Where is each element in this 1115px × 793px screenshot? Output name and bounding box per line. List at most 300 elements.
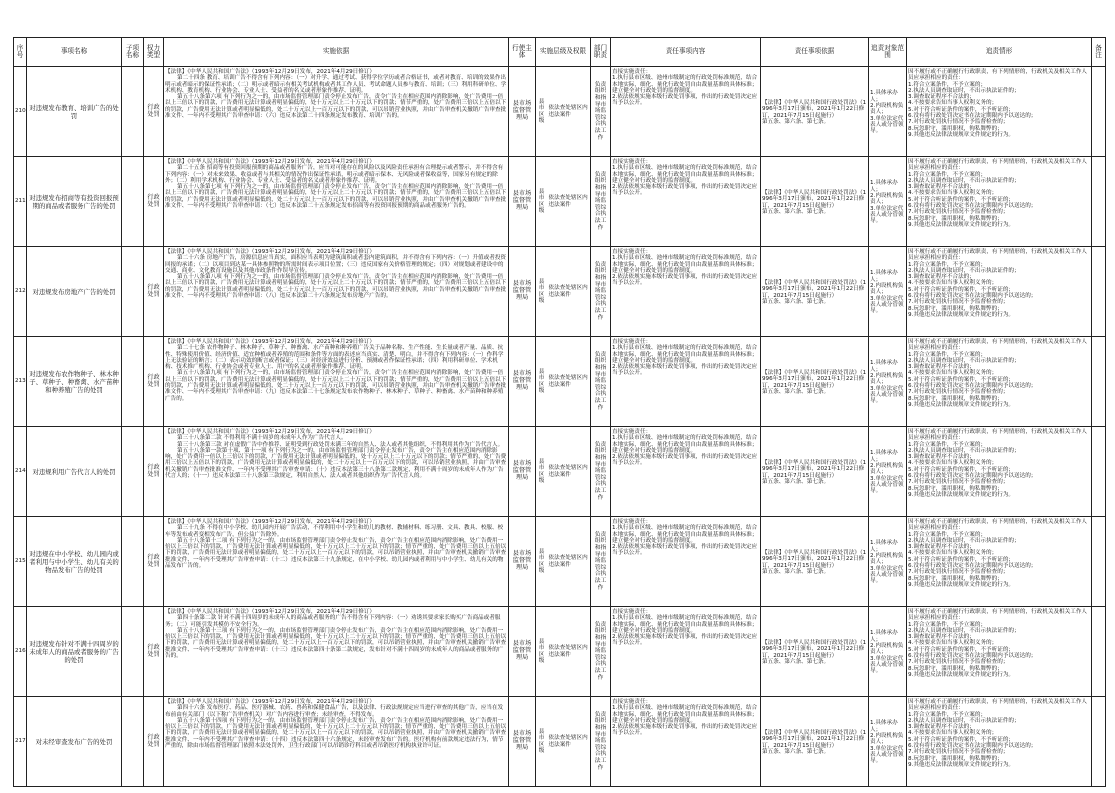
situation-cell xyxy=(907,157,1092,247)
basis-paragraph: 第五十八条第九项 有下列行为之一的，由市场监督管理部门责令停止发布广告，责令广告主在相应范围内消除影响，处广告费用一倍以上三倍以下的罚款，广告费用无法计算或者明显偏低的，处十万元以上二十万元以下的罚款；情节严重的，处广告费用三倍以上五倍以下的罚款，广告费用无法计算或者明显偏低的，处二十万元以上一百万元以下的罚款，可以吊销营业执照，并由广告审查机关撤销广告审查批准文件、一年内不受理其广告审查申请：（九）违反本法第二十七条规定发布农作物种子、林木种子、草种子、种畜禽、水产苗种和种养殖广告的。 xyxy=(165,370,507,402)
row-number: 213 xyxy=(14,337,27,427)
authority-label: 依法查处辖区内违法案件 xyxy=(548,645,588,658)
scope-cell-line: 1.具体承办人； xyxy=(870,630,898,643)
remark-cell xyxy=(1092,247,1106,337)
duty-basis-cell xyxy=(761,427,869,517)
situation-cell-line: 1.符合立案条件，不予立案的； xyxy=(908,351,987,358)
table-row xyxy=(14,517,1106,607)
situation-cell-line: 因不履行或不正确履行行政职责，有下列情形的，行政机关及相关工作人员应承担相应的责任： xyxy=(908,249,1088,262)
table-row xyxy=(14,427,1106,517)
duty-basis-cell-line: 第五条、第六条、第七条。 xyxy=(762,298,830,305)
duty-cell xyxy=(611,247,761,337)
situation-cell xyxy=(907,427,1092,517)
power-type: 行政处罚 xyxy=(144,517,164,607)
situation-cell-line: 6.没有将行政处罚决定书在法定期限内予以送达的； xyxy=(908,473,1037,480)
duty-cell-line: 直接实施责任： xyxy=(612,69,652,75)
subject-cell: 县市场监督管理局 xyxy=(509,607,536,697)
power-type: 行政处罚 xyxy=(144,67,164,157)
scope-cell xyxy=(869,337,907,427)
row-number: 210 xyxy=(14,67,27,157)
duty-cell-line: 1.执行县市区级、池州市级制定的行政处罚标准规范，结合本地实际，细化、量化行政处罚自由裁量基准的具体标准；建立健全对行政处罚的监督制度。 xyxy=(612,525,758,544)
subject-cell: 县市场监督管理局 xyxy=(509,427,536,517)
basis-paragraph: 第五十八条第八项 有下列行为之一的，由市场监督管理部门责令停止发布广告，责令广告主在相应范围内消除影响，处广告费用一倍以上三倍以下的罚款，广告费用无法计算或者明显偏低的，处十万元以上二十万元以下的罚款；情节严重的，处广告费用三倍以上五倍以下的罚款，广告费用无法计算或者明显偏低的，处二十万元以上一百万元以下的罚款，可以吊销营业执照，并由广告审查机关撤销广告审查批准文件、一年内不受理其广告审查申请：（八）违反本法第二十六条规定发布房地产广告的。 xyxy=(165,274,507,300)
item-name: 对违规利用广告代言人的处罚 xyxy=(27,427,122,517)
basis-paragraph: 【法律】《中华人民共和国广告法》（1993年12月29日发布，2021年4月29日修订） xyxy=(165,339,376,345)
duty-cell-line: 2.依法依规实施本级行政处罚事项，作出的行政处罚决定应当予以公开。 xyxy=(612,274,758,287)
situation-cell-line: 5.对于符合听证条件的案件，不予听证的； xyxy=(908,556,1015,563)
remark-cell xyxy=(1092,337,1106,427)
situation-cell-line: 6.没有将行政处罚决定书在法定期限内予以送达的； xyxy=(908,113,1037,120)
basis-paragraph: 第二十四条 教育、培训广告不得含有下列内容：（一）对升学、通过考试、获得学位学历或者合格证书，或者对教育、培训的效果作出明示或者暗示的保证性承诺；（二）明示或者暗示有相关考试机构或者其工作人员、考试命题人员参与教育、培训；（三）利用科研单位、学术机构、教育机构、行业协会、专业人士、受益者的名义或者形象作推荐、证明。 xyxy=(165,75,507,94)
situation-cell-line: 5.对于符合听证条件的案件，不予听证的； xyxy=(908,106,1015,113)
situation-cell-line: 5.对于符合听证条件的案件，不予听证的； xyxy=(908,466,1015,473)
table-row xyxy=(14,157,1106,247)
basis-paragraph: 第五十八条第七项 有下列行为之一的，由市场监督管理部门责令停止发布广告，责令广告主在相应范围内消除影响，处广告费用一倍以上三倍以下的罚款，广告费用无法计算或者明显偏低的，处十万元以上二十万元以下的罚款；情节严重的，处广告费用三倍以上五倍以下的罚款，广告费用无法计算或者明显偏低的，处二十万元以上一百万元以下的罚款，可以吊销营业执照，并由广告审查机关撤销广告审查批准文件、一年内不受理其广告审查申请：（七）违反本法第二十五条规定发布招商等有投资回报预期的商品或者服务广告的。 xyxy=(165,184,507,210)
duty-cell-line: 2.依法依规实施本级行政处罚事项，作出的行政处罚决定应当予以公开。 xyxy=(612,724,758,737)
situation-cell-line: 因不履行或不正确履行行政职责，有下列情形的，行政机关及相关工作人员应承担相应的责任： xyxy=(908,699,1088,712)
power-type: 行政处罚 xyxy=(144,697,164,787)
scope-cell xyxy=(869,157,907,247)
duty-basis-cell-line: 第五条、第六条、第七条。 xyxy=(762,658,830,665)
duty-basis-cell-line: 第五条、第六条、第七条。 xyxy=(762,568,830,575)
level-cell xyxy=(536,157,591,247)
duty-basis-cell-line: 【法律】《中华人民共和国行政处罚法》（1996年3月17日颁布，2021年1月22日修订，2021年7月15日起施行） xyxy=(762,729,867,749)
header-no: 序号 xyxy=(14,38,27,67)
scope-cell xyxy=(869,427,907,517)
dept-cell: 负责组织和指导市场监管综合执法工作 xyxy=(591,337,611,427)
situation-cell-line: 3.调查取证程序不合法的； xyxy=(908,184,975,191)
duty-cell-line: 2.依法依规实施本级行政处罚事项，作出的行政处罚决定应当予以公开。 xyxy=(612,544,758,557)
situation-cell-line: 4.不按要求告知当事人权利义务的； xyxy=(908,100,998,107)
table-row xyxy=(14,607,1106,697)
level-cell xyxy=(536,697,591,787)
situation-cell-line: 9.其他违反法律法规规章文件规定的行为。 xyxy=(908,491,1015,498)
basis-paragraph: 第五十八条第十二项 有下列行为之一的，由市场监督管理部门责令停止发布广告，责令广告主在相应范围内消除影响，处广告费用一倍以上三倍以下的罚款，广告费用无法计算或者明显偏低的，处十万元以上二十万元以下的罚款；情节严重的，处广告费用三倍以上五倍以下的罚款，广告费用无法计算或者明显偏低的，处二十万元以上一百万元以下的罚款，可以吊销营业执照，并由广告审查机关撤销广告审查批准文件、一年内不受理其广告审查申请：（十二）违反本法第三十九条规定，在中小学校、幼儿园内或者利用与中小学生、幼儿有关的物品发布广告的。 xyxy=(165,537,507,570)
situation-cell-line: 2.执法人员调查取证时，不出示执法证件的； xyxy=(908,447,1020,454)
row-number: 217 xyxy=(14,697,27,787)
basis-paragraph: 第三十八条第二款 不得利用不满十周岁的未成年人作为广告代言人。 xyxy=(177,435,347,442)
scope-cell xyxy=(869,67,907,157)
situation-cell-line: 7.对行政处罚执行情况不予监督检查的； xyxy=(908,119,1009,126)
duty-basis-cell-line: 第五条、第六条、第七条。 xyxy=(762,388,830,395)
basis-cell xyxy=(164,607,509,697)
subject-cell: 县市场监督管理局 xyxy=(509,67,536,157)
situation-cell-line: 1.符合立案条件，不予立案的； xyxy=(908,531,987,538)
table-row xyxy=(14,697,1106,787)
duty-basis-cell xyxy=(761,607,869,697)
subject-cell: 县市场监督管理局 xyxy=(509,517,536,607)
duty-basis-cell-line: 【法律】《中华人民共和国行政处罚法》（1996年3月17日颁布，2021年1月22日修订，2021年7月15日起施行） xyxy=(762,459,867,479)
sub-item-name xyxy=(122,157,144,247)
duty-basis-cell xyxy=(761,157,869,247)
subject-cell: 县市场监督管理局 xyxy=(509,697,536,787)
table-row xyxy=(14,67,1106,157)
situation-cell-line: 2.执法人员调查取证时，不出示执法证件的； xyxy=(908,717,1020,724)
situation-cell-line: 7.对行政处罚执行情况不予监督检查的； xyxy=(908,569,1009,576)
duty-basis-cell-line: 【法律】《中华人民共和国行政处罚法》（1996年3月17日颁布，2021年1月22日修订，2021年7月15日起施行） xyxy=(762,189,867,209)
authority-label: 依法查处辖区内违法案件 xyxy=(548,105,588,118)
situation-cell-line: 2.执法人员调查取证时，不出示执法证件的； xyxy=(908,627,1020,634)
level-label: 县市区级 xyxy=(538,548,545,574)
duty-cell-line: 直接实施责任： xyxy=(612,699,652,705)
situation-cell-line: 5.对于符合听证条件的案件，不予听证的； xyxy=(908,196,1015,203)
authority-label: 依法查处辖区内违法案件 xyxy=(548,195,588,208)
situation-cell-line: 6.没有将行政处罚决定书在法定期限内予以送达的； xyxy=(908,743,1037,750)
duty-basis-cell-line: 第五条、第六条、第七条。 xyxy=(762,478,830,485)
situation-cell-line: 2.执法人员调查取证时，不出示执法证件的； xyxy=(908,87,1020,94)
item-name: 对违规发布针对不满十四周岁的未成年人的商品或者服务的广告的处罚 xyxy=(27,607,122,697)
situation-cell-line: 9.其他违反法律法规规章文件规定的行为。 xyxy=(908,131,1015,138)
situation-cell-line: 9.其他违反法律法规规章文件规定的行为。 xyxy=(908,311,1015,318)
duty-basis-cell-line: 【法律】《中华人民共和国行政处罚法》（1996年3月17日颁布，2021年1月22日修订，2021年7月15日起施行） xyxy=(762,99,867,119)
duty-cell-line: 2.依法依规实施本级行政处罚事项，作出的行政处罚决定应当予以公开。 xyxy=(612,634,758,647)
level-cell xyxy=(536,247,591,337)
situation-cell xyxy=(907,67,1092,157)
dept-cell: 负责组织和指导市场监管综合执法工作 xyxy=(591,247,611,337)
duty-cell-line: 1.执行县市区级、池州市级制定的行政处罚标准规范，结合本地实际，细化、量化行政处罚自由裁量基准的具体标准；建立健全对行政处罚的监督制度。 xyxy=(612,255,758,274)
item-name: 对违规发布招商等有投资回报预期的商品或者服务广告的处罚 xyxy=(27,157,122,247)
duty-cell xyxy=(611,427,761,517)
situation-cell-line: 1.符合立案条件，不予立案的； xyxy=(908,81,987,88)
level-label: 县市区级 xyxy=(538,728,545,754)
table-body xyxy=(14,67,1106,787)
situation-cell-line: 8.玩忽职守，滥用职权，徇私舞弊的； xyxy=(908,485,1003,492)
row-number: 212 xyxy=(14,247,27,337)
situation-cell-line: 3.调查取证程序不合法的； xyxy=(908,634,975,641)
scope-cell-line: 3.单位法定代表人或分管领导。 xyxy=(870,385,904,405)
duty-basis-cell-line: 第五条、第六条、第七条。 xyxy=(762,118,830,125)
scope-cell-line: 3.单位法定代表人或分管领导。 xyxy=(870,565,904,585)
sub-item-name xyxy=(122,517,144,607)
situation-cell-line: 2.执法人员调查取证时，不出示执法证件的； xyxy=(908,357,1020,364)
remark-cell xyxy=(1092,697,1106,787)
basis-paragraph: 第四十条第二款 针对不满十四周岁的未成年人的商品或者服务的广告不得含有下列内容：（一）劝诱其要求家长购买广告商品或者服务；（二）可能引发其模仿不安全行为。 xyxy=(165,615,501,628)
situation-cell-line: 3.调查取证程序不合法的； xyxy=(908,274,975,281)
subject-cell: 县市场监督管理局 xyxy=(509,337,536,427)
duty-cell-line: 2.依法依规实施本级行政处罚事项，作出的行政处罚决定应当予以公开。 xyxy=(612,184,758,197)
basis-paragraph: 第二十七条 农作物种子、林木种子、草种子、种畜禽、水产苗种和种养殖广告关于品种名称、生产性能、生长量或者产量、品质、抗性、特殊使用价值、经济价值、适宜种植或者养殖的范围和条件等方面的表述应当真实、清楚、明白，并不得含有下列内容：（一）作科学上无法验证的断言；（二）表示功效的断言或者保证；（三）对经济效益进行分析、预测或者作保证性承诺；（四）利用科研单位、学术机构、技术推广机构、行业协会或者专业人士、用户的名义或者形象作推荐、证明。 xyxy=(165,345,504,371)
scope-cell-line: 3.单位法定代表人或分管领导。 xyxy=(870,655,904,675)
duty-basis-cell-line: 第五条、第六条、第七条。 xyxy=(762,208,830,215)
basis-cell xyxy=(164,697,509,787)
situation-cell-line: 因不履行或不正确履行行政职责，有下列情形的，行政机关及相关工作人员应承担相应的责任： xyxy=(908,519,1088,532)
situation-cell-line: 因不履行或不正确履行行政职责，有下列情形的，行政机关及相关工作人员应承担相应的责任： xyxy=(908,339,1088,352)
basis-paragraph: 【法律】《中华人民共和国广告法》（1993年12月29日发布，2021年4月29日修订） xyxy=(165,519,376,525)
situation-cell-line: 5.对于符合听证条件的案件，不予听证的； xyxy=(908,646,1015,653)
item-name: 对违规发布教育、培训广告的处罚 xyxy=(27,67,122,157)
situation-cell-line: 3.调查取证程序不合法的； xyxy=(908,94,975,101)
sub-item-name xyxy=(122,67,144,157)
header-item-name: 事项名称 xyxy=(27,38,122,67)
situation-cell-line: 9.其他违反法律法规规章文件规定的行为。 xyxy=(908,221,1015,228)
basis-paragraph: 第三十九条 不得在中小学校、幼儿园内开展广告活动，不得利用中小学生和幼儿的教材、教辅材料、练习册、文具、教具、校服、校车等发布或者变相发布广告，但公益广告除外。 xyxy=(165,525,504,538)
header-dept: 部门职责 xyxy=(591,38,611,67)
authority-label: 依法查处辖区内违法案件 xyxy=(548,465,588,478)
level-cell xyxy=(536,337,591,427)
situation-cell-line: 3.调查取证程序不合法的； xyxy=(908,724,975,731)
level-label: 县市区级 xyxy=(538,188,545,214)
situation-cell-line: 3.调查取证程序不合法的； xyxy=(908,544,975,551)
situation-cell-line: 4.不按要求告知当事人权利义务的； xyxy=(908,190,998,197)
dept-cell: 负责组织和指导市场监管综合执法工作 xyxy=(591,607,611,697)
scope-cell-line: 1.具体承办人； xyxy=(870,720,898,733)
header-duty-basis: 责任事项依据 xyxy=(761,38,869,67)
level-label: 县市区级 xyxy=(538,368,545,394)
basis-cell xyxy=(164,517,509,607)
situation-cell-line: 8.玩忽职守，滥用职权，徇私舞弊的； xyxy=(908,395,1003,402)
item-name: 对未经审查发布广告的处罚 xyxy=(27,697,122,787)
scope-cell-line: 1.具体承办人； xyxy=(870,180,898,193)
situation-cell-line: 1.符合立案条件，不予立案的； xyxy=(908,261,987,268)
situation-cell-line: 因不履行或不正确履行行政职责，有下列情形的，行政机关及相关工作人员应承担相应的责任： xyxy=(908,159,1088,172)
header-duty: 责任事项内容 xyxy=(611,38,761,67)
scope-cell-line: 1.具体承办人； xyxy=(870,270,898,283)
duty-cell xyxy=(611,67,761,157)
table-row xyxy=(14,247,1106,337)
situation-cell-line: 因不履行或不正确履行行政职责，有下列情形的，行政机关及相关工作人员应承担相应的责任： xyxy=(908,69,1088,82)
sub-item-name xyxy=(122,607,144,697)
duty-cell-line: 1.执行县市区级、池州市级制定的行政处罚标准规范，结合本地实际，细化、量化行政处罚自由裁量基准的具体标准；建立健全对行政处罚的监督制度。 xyxy=(612,615,758,634)
basis-paragraph: 【法律】《中华人民共和国广告法》（1993年12月29日发布，2021年4月29日修订） xyxy=(165,159,376,165)
situation-cell-line: 6.没有将行政处罚决定书在法定期限内予以送达的； xyxy=(908,563,1037,570)
sub-item-name xyxy=(122,427,144,517)
item-name: 对违规发布农作物种子、林木种子、草种子、种畜禽、水产苗种和种养殖广告的处罚 xyxy=(27,337,122,427)
duty-cell-line: 直接实施责任： xyxy=(612,429,652,435)
remark-cell xyxy=(1092,607,1106,697)
header-row xyxy=(14,38,1106,67)
basis-paragraph: 第五十八条第六项 有下列行为之一的，由市场监督管理部门责令停止发布广告，责令广告主在相应范围内消除影响，处广告费用一倍以上三倍以下的罚款，广告费用无法计算或者明显偏低的，处十万元以上二十万元以下的罚款；情节严重的，处广告费用三倍以上五倍以下的罚款，广告费用无法计算或者明显偏低的，处二十万元以上一百万元以下的罚款，可以吊销营业执照，并由广告审查机关撤销广告审查批准文件、一年内不受理其广告审查申请：（六）违反本法第二十四条规定发布教育、培训广告的。 xyxy=(165,94,507,120)
header-basis: 实施依据 xyxy=(164,38,509,67)
situation-cell-line: 9.其他违反法律法规规章文件规定的行为。 xyxy=(908,671,1015,678)
duty-cell-line: 2.依法依规实施本级行政处罚事项，作出的行政处罚决定应当予以公开。 xyxy=(612,454,758,467)
row-number: 211 xyxy=(14,157,27,247)
situation-cell-line: 7.对行政处罚执行情况不予监督检查的； xyxy=(908,389,1009,396)
duty-basis-cell-line: 第五条、第六条、第七条。 xyxy=(762,748,830,755)
basis-paragraph: 第五十八条第一款第十项、第十一项 有下列行为之一的，由市场监督管理部门责令停止发布广告，责令广告主在相应范围内消除影响，处广告费用一倍以上三倍以下的罚款，广告费用无法计算或者明显偏低的，处十万元以上二十万元以下的罚款；情节严重的，处广告费用三倍以上五倍以下的罚款，广告费用无法计算或者明显偏低的，处二十万元以上一百万元以下的罚款，可以吊销营业执照，并由广告审查机关撤销广告审查批准文件、一年内不受理其广告审查申请：（十）违反本法第三十八条第二款规定，利用不满十周岁的未成年人作为广告代言人的；（十一）违反本法第三十八条第三款规定，利用自然人、法人或者其他组织作为广告代言人的。 xyxy=(165,447,507,480)
situation-cell-line: 6.没有将行政处罚决定书在法定期限内予以送达的； xyxy=(908,293,1037,300)
scope-cell xyxy=(869,247,907,337)
duty-cell-line: 直接实施责任： xyxy=(612,159,652,165)
basis-paragraph: 第五十八条第十四项 有下列行为之一的，由市场监督管理部门责令停止发布广告，责令广告主在相应范围内消除影响，处广告费用一倍以上三倍以下的罚款，广告费用无法计算或者明显偏低的，处十万元以上二十万元以下的罚款；情节严重的，处广告费用三倍以上五倍以下的罚款，广告费用无法计算或者明显偏低的，处二十万元以上一百万元以下的罚款，可以吊销营业执照，并由广告审查机关撤销广告审查批准文件、一年内不受理其广告审查申请：（十四）违反本法第四十六条规定，未经审查发布广告的。医疗机构有前款规定违法行为，情节严重的，除由市场监督管理部门依照本法处罚外，卫生行政部门可以吊销诊疗科目或者吊销医疗机构执业许可证。 xyxy=(165,717,507,750)
sub-item-name xyxy=(122,697,144,787)
power-type: 行政处罚 xyxy=(144,607,164,697)
basis-cell xyxy=(164,337,509,427)
basis-paragraph: 第三十八条第三款 对在虚假广告中作推荐、证明受到行政处罚未满三年的自然人、法人或者其他组织，不得利用其作为广告代言人。 xyxy=(177,441,504,448)
dept-cell: 负责组织和指导市场监管综合执法工作 xyxy=(591,67,611,157)
level-cell xyxy=(536,607,591,697)
level-label: 县市区级 xyxy=(538,278,545,304)
header-situation: 追责情形 xyxy=(907,38,1092,67)
power-type: 行政处罚 xyxy=(144,157,164,247)
situation-cell-line: 7.对行政处罚执行情况不予监督检查的； xyxy=(908,479,1009,486)
basis-cell xyxy=(164,157,509,247)
row-number: 215 xyxy=(14,517,27,607)
power-list-table xyxy=(13,37,1105,787)
sub-item-name xyxy=(122,337,144,427)
situation-cell-line: 6.没有将行政处罚决定书在法定期限内予以送达的； xyxy=(908,653,1037,660)
situation-cell-line: 6.没有将行政处罚决定书在法定期限内予以送达的； xyxy=(908,383,1037,390)
duty-cell-line: 直接实施责任： xyxy=(612,339,652,345)
situation-cell-line: 8.玩忽职守，滥用职权，徇私舞弊的； xyxy=(908,575,1003,582)
situation-cell-line: 1.符合立案条件，不予立案的； xyxy=(908,621,987,628)
scope-cell-line: 3.单位法定代表人或分管领导。 xyxy=(870,475,904,495)
situation-cell-line: 8.玩忽职守，滥用职权，徇私舞弊的； xyxy=(908,305,1003,312)
authority-label: 依法查处辖区内违法案件 xyxy=(548,735,588,748)
basis-paragraph: 第五十八条第十三项 有下列行为之一的，由市场监督管理部门责令停止发布广告，责令广告主在相应范围内消除影响，处广告费用一倍以上三倍以下的罚款，广告费用无法计算或者明显偏低的，处十万元以上二十万元以下的罚款；情节严重的，处广告费用三倍以上五倍以下的罚款，广告费用无法计算或者明显偏低的，处二十万元以上一百万元以下的罚款，可以吊销营业执照，并由广告审查机关撤销广告审查批准文件、一年内不受理其广告审查申请：（十三）违反本法第四十条第二款规定，发布针对不满十四周岁的未成年人的商品或者服务的广告的。 xyxy=(165,627,507,660)
scope-cell-line: 2.内设机构负责人； xyxy=(870,103,904,116)
scope-cell xyxy=(869,697,907,787)
header-power-type: 权力类型 xyxy=(144,38,164,67)
duty-cell-line: 直接实施责任： xyxy=(612,519,652,525)
situation-cell-line: 6.没有将行政处罚决定书在法定期限内予以送达的； xyxy=(908,203,1037,210)
scope-cell xyxy=(869,607,907,697)
scope-cell-line: 2.内设机构负责人； xyxy=(870,193,904,206)
remark-cell xyxy=(1092,427,1106,517)
scope-cell-line: 2.内设机构负责人； xyxy=(870,733,904,746)
scope-cell-line: 2.内设机构负责人； xyxy=(870,373,904,386)
duty-basis-cell-line: 【法律】《中华人民共和国行政处罚法》（1996年3月17日颁布，2021年1月22日修订，2021年7月15日起施行） xyxy=(762,639,867,659)
scope-cell-line: 3.单位法定代表人或分管领导。 xyxy=(870,205,904,225)
level-cell xyxy=(536,517,591,607)
situation-cell-line: 4.不按要求告知当事人权利义务的； xyxy=(908,370,998,377)
duty-cell-line: 1.执行县市区级、池州市级制定的行政处罚标准规范，结合本地实际，细化、量化行政处罚自由裁量基准的具体标准；建立健全对行政处罚的监督制度。 xyxy=(612,435,758,454)
power-type: 行政处罚 xyxy=(144,337,164,427)
duty-basis-cell xyxy=(761,67,869,157)
situation-cell-line: 2.执法人员调查取证时，不出示执法证件的； xyxy=(908,267,1020,274)
scope-cell-line: 1.具体承办人； xyxy=(870,90,898,103)
power-type: 行政处罚 xyxy=(144,427,164,517)
scope-cell-line: 3.单位法定代表人或分管领导。 xyxy=(870,115,904,135)
situation-cell-line: 4.不按要求告知当事人权利义务的； xyxy=(908,280,998,287)
situation-cell-line: 1.符合立案条件，不予立案的； xyxy=(908,711,987,718)
authority-label: 依法查处辖区内违法案件 xyxy=(548,285,588,298)
scope-cell-line: 2.内设机构负责人； xyxy=(870,553,904,566)
situation-cell-line: 4.不按要求告知当事人权利义务的； xyxy=(908,730,998,737)
situation-cell-line: 7.对行政处罚执行情况不予监督检查的； xyxy=(908,299,1009,306)
duty-basis-cell xyxy=(761,517,869,607)
duty-basis-cell-line: 【法律】《中华人民共和国行政处罚法》（1996年3月17日颁布，2021年1月22日修订，2021年7月15日起施行） xyxy=(762,279,867,299)
situation-cell xyxy=(907,607,1092,697)
basis-paragraph: 【法律】《中华人民共和国广告法》（1993年12月29日发布，2021年4月29日修订） xyxy=(165,609,376,615)
situation-cell-line: 9.其他违反法律法规规章文件规定的行为。 xyxy=(908,581,1015,588)
situation-cell-line: 5.对于符合听证条件的案件，不予听证的； xyxy=(908,286,1015,293)
situation-cell-line: 1.符合立案条件，不予立案的； xyxy=(908,171,987,178)
situation-cell-line: 8.玩忽职守，滥用职权，徇私舞弊的； xyxy=(908,665,1003,672)
header-remark: 备注 xyxy=(1092,38,1106,67)
level-cell xyxy=(536,67,591,157)
scope-cell-line: 1.具体承办人； xyxy=(870,450,898,463)
situation-cell-line: 7.对行政处罚执行情况不予监督检查的； xyxy=(908,749,1009,756)
duty-cell-line: 直接实施责任： xyxy=(612,609,652,615)
scope-cell-line: 1.具体承办人； xyxy=(870,540,898,553)
subject-cell: 县市场监督管理局 xyxy=(509,247,536,337)
situation-cell-line: 8.玩忽职守，滥用职权，徇私舞弊的； xyxy=(908,215,1003,222)
basis-paragraph: 【法律】《中华人民共和国广告法》（1993年12月29日发布，2021年4月29日修订） xyxy=(165,699,376,705)
item-name: 对违规发布房地产广告的处罚 xyxy=(27,247,122,337)
header-scope: 追责对象范围 xyxy=(869,38,907,67)
scope-cell-line: 2.内设机构负责人； xyxy=(870,283,904,296)
situation-cell-line: 5.对于符合听证条件的案件，不予听证的； xyxy=(908,376,1015,383)
situation-cell-line: 2.执法人员调查取证时，不出示执法证件的； xyxy=(908,537,1020,544)
scope-cell-line: 3.单位法定代表人或分管领导。 xyxy=(870,745,904,765)
situation-cell-line: 4.不按要求告知当事人权利义务的； xyxy=(908,640,998,647)
situation-cell-line: 因不履行或不正确履行行政职责，有下列情形的，行政机关及相关工作人员应承担相应的责任： xyxy=(908,429,1088,442)
row-number: 216 xyxy=(14,607,27,697)
situation-cell-line: 2.执法人员调查取证时，不出示执法证件的； xyxy=(908,177,1020,184)
situation-cell-line: 3.调查取证程序不合法的； xyxy=(908,364,975,371)
situation-cell-line: 4.不按要求告知当事人权利义务的； xyxy=(908,460,998,467)
dept-cell: 负责组织和指导市场监管综合执法工作 xyxy=(591,427,611,517)
level-cell xyxy=(536,427,591,517)
duty-cell xyxy=(611,607,761,697)
duty-basis-cell xyxy=(761,697,869,787)
sub-item-name xyxy=(122,247,144,337)
header-sub-item: 子项名称 xyxy=(122,38,144,67)
basis-paragraph: 第四十六条 发布医疗、药品、医疗器械、农药、兽药和保健食品广告，以及法律、行政法规规定应当进行审查的其他广告，应当在发布前由有关部门（以下称广告审查机关）对广告内容进行审查；未经审查，不得发布。 xyxy=(165,705,504,718)
duty-basis-cell-line: 【法律】《中华人民共和国行政处罚法》（1996年3月17日颁布，2021年1月22日修订，2021年7月15日起施行） xyxy=(762,549,867,569)
item-name: 对违规在中小学校、幼儿园内或者利用与中小学生、幼儿有关的物品发布广告的处罚 xyxy=(27,517,122,607)
duty-cell-line: 2.依法依规实施本级行政处罚事项，作出的行政处罚决定应当予以公开。 xyxy=(612,94,758,107)
situation-cell xyxy=(907,337,1092,427)
subject-cell: 县市场监督管理局 xyxy=(509,157,536,247)
authority-label: 依法查处辖区内违法案件 xyxy=(548,375,588,388)
duty-basis-cell-line: 【法律】《中华人民共和国行政处罚法》（1996年3月17日颁布，2021年1月22日修订，2021年7月15日起施行） xyxy=(762,369,867,389)
situation-cell-line: 3.调查取证程序不合法的； xyxy=(908,454,975,461)
situation-cell xyxy=(907,697,1092,787)
basis-paragraph: 【法律】《中华人民共和国广告法》（1993年12月29日发布，2021年4月29日修订） xyxy=(165,429,376,435)
duty-cell-line: 1.执行县市区级、池州市级制定的行政处罚标准规范，结合本地实际，细化、量化行政处罚自由裁量基准的具体标准；建立健全对行政处罚的监督制度。 xyxy=(612,165,758,184)
duty-cell xyxy=(611,697,761,787)
situation-cell-line: 7.对行政处罚执行情况不予监督检查的； xyxy=(908,209,1009,216)
dept-cell: 负责组织和指导市场监管综合执法工作 xyxy=(591,517,611,607)
dept-cell: 负责组织和指导市场监管综合执法工作 xyxy=(591,157,611,247)
row-number: 214 xyxy=(14,427,27,517)
remark-cell xyxy=(1092,157,1106,247)
situation-cell-line: 因不履行或不正确履行行政职责，有下列情形的，行政机关及相关工作人员应承担相应的责任： xyxy=(908,609,1088,622)
duty-basis-cell xyxy=(761,247,869,337)
basis-cell xyxy=(164,247,509,337)
duty-cell-line: 2.依法依规实施本级行政处罚事项，作出的行政处罚决定应当予以公开。 xyxy=(612,364,758,377)
situation-cell-line: 1.符合立案条件，不予立案的； xyxy=(908,441,987,448)
duty-cell-line: 直接实施责任： xyxy=(612,249,652,255)
basis-paragraph: 【法律】《中华人民共和国广告法》（1993年12月29日发布，2021年4月29日修订） xyxy=(165,69,376,75)
situation-cell-line: 4.不按要求告知当事人权利义务的； xyxy=(908,550,998,557)
situation-cell-line: 9.其他违反法律法规规章文件规定的行为。 xyxy=(908,401,1015,408)
situation-cell xyxy=(907,247,1092,337)
duty-cell xyxy=(611,157,761,247)
level-label: 县市区级 xyxy=(538,458,545,484)
situation-cell-line: 8.玩忽职守，滥用职权，徇私舞弊的； xyxy=(908,755,1003,762)
scope-cell-line: 2.内设机构负责人； xyxy=(870,643,904,656)
situation-cell-line: 8.玩忽职守，滥用职权，徇私舞弊的； xyxy=(908,125,1003,132)
dept-cell: 负责组织和指导市场监管综合执法工作 xyxy=(591,697,611,787)
header-level: 实施层级及权限 xyxy=(536,38,591,67)
remark-cell xyxy=(1092,517,1106,607)
header-subject: 行使主体 xyxy=(509,38,536,67)
scope-cell-line: 1.具体承办人； xyxy=(870,360,898,373)
remark-cell xyxy=(1092,67,1106,157)
level-label: 县市区级 xyxy=(538,638,545,664)
basis-paragraph: 第二十五条 招商等有投资回报预期的商品或者服务广告，应当对可能存在的风险以及风险责任承担有合理提示或者警示，并不得含有下列内容：（一）对未来效果、收益或者与其相关的情况作出保证性承诺，明示或者暗示保本、无风险或者保收益等，国家另有规定的除外；（二）利用学术机构、行业协会、专业人士、受益者的名义或者形象作推荐、证明。 xyxy=(165,165,504,184)
situation-cell xyxy=(907,517,1092,607)
basis-paragraph: 【法律】《中华人民共和国广告法》（1993年12月29日发布，2021年4月29日修订） xyxy=(165,249,376,255)
duty-cell xyxy=(611,337,761,427)
duty-cell-line: 1.执行县市区级、池州市级制定的行政处罚标准规范，结合本地实际，细化、量化行政处罚自由裁量基准的具体标准；建立健全对行政处罚的监督制度。 xyxy=(612,345,758,364)
duty-basis-cell xyxy=(761,337,869,427)
duty-cell xyxy=(611,517,761,607)
scope-cell-line: 2.内设机构负责人； xyxy=(870,463,904,476)
level-label: 县市区级 xyxy=(538,98,545,124)
